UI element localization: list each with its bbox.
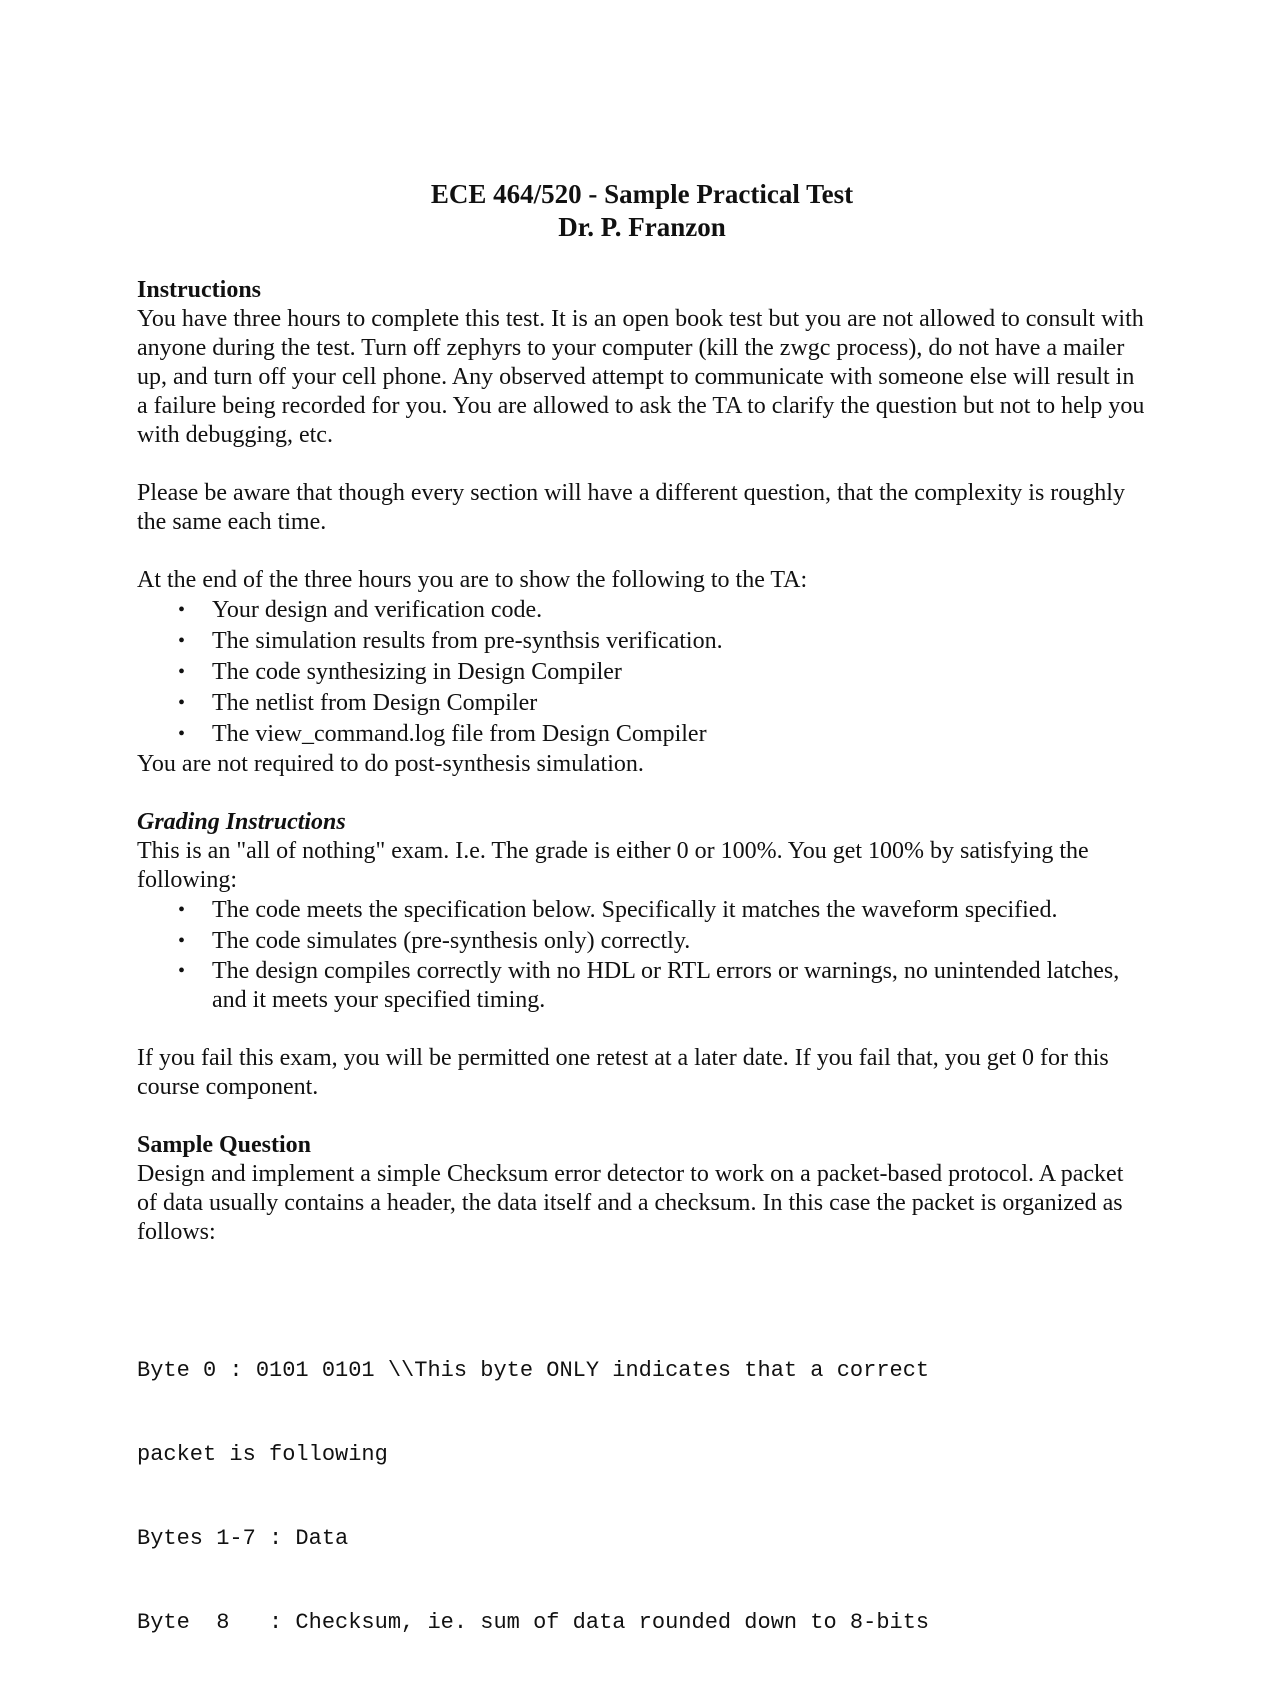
- list-item: • The design compiles correctly with no HDL or RTL errors or warnings, no unintended latches, and it meets your specified timing.: [178, 958, 1120, 1013]
- code-line: packet is following: [137, 1442, 388, 1467]
- bullet-icon: •: [178, 899, 186, 921]
- document-title: [137, 178, 1147, 244]
- instructions-paragraph: You have three hours to complete this test. It is an open book test but you are not allowed to consult with anyone during the test. Turn off zephyrs to your computer (kill the zwgc process), do not have a mailer up, and turn off your cell phone. Any observed attempt to communicate with someone else will result in a failure being recorded for you. You are allowed to ask the TA to clarify the question but not to help you with debugging, etc.: [137, 306, 1145, 448]
- not-required-note: You are not required to do post-synthesis simulation.: [137, 751, 644, 777]
- list-item: • The view_command.log file from Design Compiler: [137, 719, 1147, 750]
- show-list: [137, 595, 1147, 750]
- list-item: • The code simulates (pre-synthesis only) correctly.: [137, 926, 1147, 957]
- bullet-icon: •: [178, 960, 186, 982]
- title-course: ECE 464/520 - Sample Practical Test: [430, 179, 854, 209]
- spacer: [137, 779, 1147, 808]
- spacer: [137, 1102, 1147, 1131]
- spacer: [137, 1247, 1147, 1301]
- code-line: Byte 8 : Checksum, ie. sum of data rounded down to 8-bits: [137, 1610, 930, 1635]
- code-line: Bytes 1-7 : Data: [137, 1526, 349, 1551]
- complexity-paragraph: Please be aware that though every section will have a different question, that the complexity is roughly the same each time.: [137, 480, 1125, 535]
- list-item: • Your design and verification code.: [137, 595, 1147, 626]
- spacer: [137, 1015, 1147, 1044]
- list-item: • The simulation results from pre-synthsis verification.: [137, 626, 1147, 657]
- list-item: • The code meets the specification below. Specifically it matches the waveform specified.: [137, 895, 1147, 926]
- packet-format-code: [137, 1301, 1147, 1693]
- spacer: [137, 244, 1147, 276]
- title-author: Dr. P. Franzon: [558, 212, 726, 242]
- grading-list: [137, 895, 1147, 1015]
- bullet-icon: •: [178, 630, 186, 652]
- sample-question-paragraph: Design and implement a simple Checksum error detector to work on a packet-based protocol. A packet of data usually contains a header, the data itself and a checksum. In this case the packet is organized as follows:: [137, 1161, 1124, 1245]
- instructions-heading: Instructions: [137, 277, 262, 303]
- bullet-icon: •: [178, 723, 186, 745]
- bullet-icon: •: [178, 692, 186, 714]
- retest-paragraph: If you fail this exam, you will be permitted one retest at a later date. If you fail that, you get 0 for this course component.: [137, 1045, 1109, 1100]
- document-page: [137, 178, 1147, 1693]
- sample-question-heading: Sample Question: [137, 1132, 312, 1158]
- bullet-icon: •: [178, 930, 186, 952]
- list-item: • The code synthesizing in Design Compiler: [137, 657, 1147, 688]
- grading-intro: This is an "all of nothing" exam. I.e. The grade is either 0 or 100%. You get 100% by satisfying the following:: [137, 838, 1089, 893]
- grading-heading: Grading Instructions: [137, 809, 346, 835]
- spacer: [137, 450, 1147, 479]
- spacer: [137, 537, 1147, 566]
- bullet-icon: •: [178, 661, 186, 683]
- show-intro: At the end of the three hours you are to show the following to the TA:: [137, 567, 808, 593]
- list-item: • The netlist from Design Compiler: [137, 688, 1147, 719]
- bullet-icon: •: [178, 599, 186, 621]
- code-line: Byte 0 : 0101 0101 \\This byte ONLY indicates that a correct: [137, 1358, 930, 1383]
